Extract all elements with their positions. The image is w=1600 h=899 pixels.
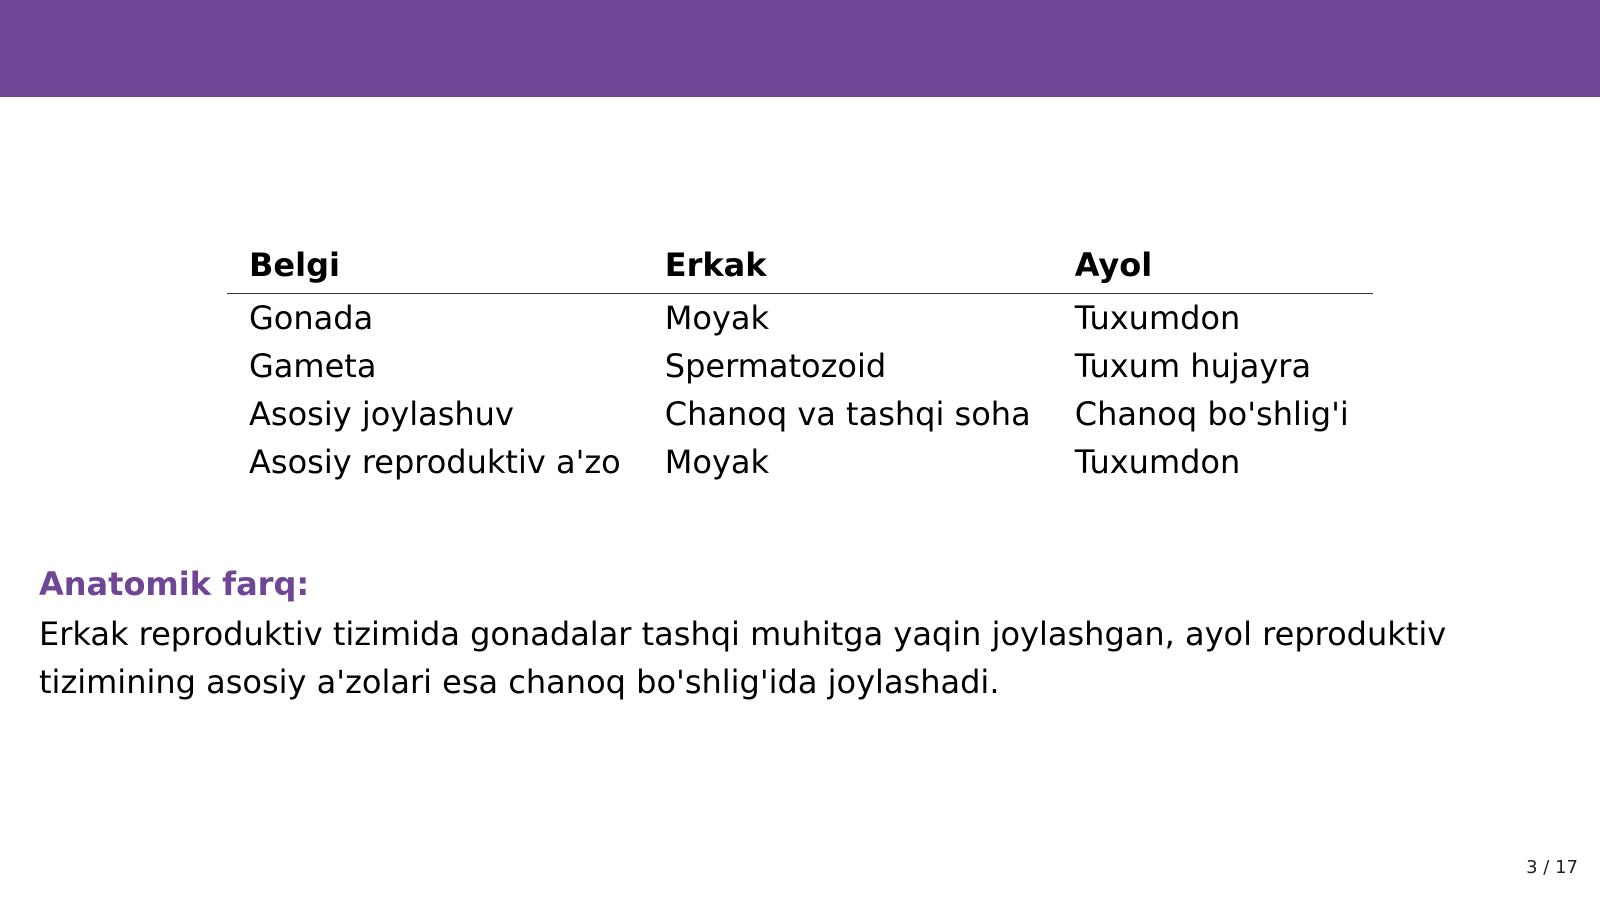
- header-cell-ayol: Ayol: [1053, 236, 1373, 294]
- header-bar: [0, 0, 1600, 97]
- table-row: [227, 390, 1373, 438]
- table-cell: Moyak: [664, 299, 770, 337]
- table-cell: Tuxumdon: [1074, 299, 1241, 337]
- table-cell: Asosiy joylashuv: [249, 395, 514, 433]
- table-cell: Moyak: [664, 443, 770, 481]
- section-title: Anatomik farq:: [39, 565, 310, 603]
- header-cell-belgi: Belgi: [227, 236, 643, 294]
- table-cell: Gonada: [249, 299, 374, 337]
- table-cell: Chanoq va tashqi soha: [664, 395, 1031, 433]
- table-cell: Tuxumdon: [1074, 443, 1241, 481]
- table-row: [227, 438, 1373, 486]
- table-row: [227, 342, 1373, 390]
- header-cell-erkak: Erkak: [643, 236, 1053, 294]
- page-number: 3 / 17: [1526, 857, 1578, 878]
- table-cell: Asosiy reproduktiv a'zo: [249, 443, 621, 481]
- table-row: [227, 294, 1373, 343]
- table-cell: Gameta: [249, 347, 377, 385]
- section-body: Erkak reproduktiv tizimida gonadalar tashqi muhitga yaqin joylashgan, ayol reproduktiv tizimining asosiy a'zolari esa chanoq bo'shlig'ida joylashadi.: [39, 615, 1447, 701]
- table-cell: Tuxum hujayra: [1074, 347, 1312, 385]
- table-cell: Chanoq bo'shlig'i: [1074, 395, 1349, 433]
- table-cell: Spermatozoid: [664, 347, 887, 385]
- comparison-table: [227, 236, 1373, 486]
- table-header-row: [227, 236, 1373, 294]
